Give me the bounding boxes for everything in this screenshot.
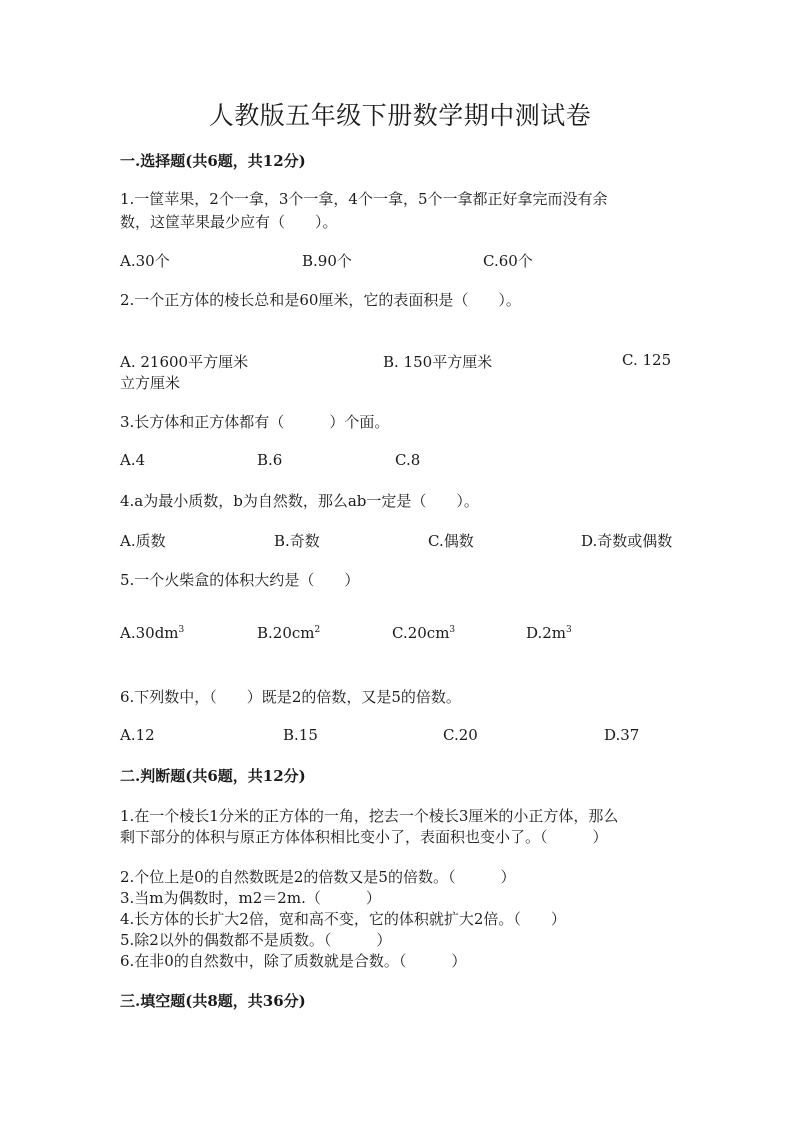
option-a: A.质数 bbox=[120, 532, 166, 550]
option-d: D.37 bbox=[604, 726, 640, 744]
option-c: C.8 bbox=[395, 451, 421, 469]
page-title: 人教版五年级下册数学期中测试卷 bbox=[208, 101, 592, 130]
option-b: B. 150平方厘米 bbox=[383, 353, 493, 371]
question-text: 3.当m为偶数时，m2＝2m.（ ） bbox=[120, 889, 381, 907]
option-text: D.2m bbox=[526, 624, 567, 642]
superscript: 3 bbox=[566, 625, 572, 635]
option-text: A.30dm bbox=[120, 624, 179, 642]
option-a: A.12 bbox=[120, 726, 155, 744]
option-b: B.奇数 bbox=[274, 532, 320, 550]
option-a: A. 21600平方厘米 bbox=[120, 353, 249, 371]
option-c bbox=[392, 624, 455, 642]
question-text: 5.一个火柴盒的体积大约是（ ） bbox=[120, 571, 360, 589]
question-text: 2.个位上是0的自然数既是2的倍数又是5的倍数。（ ） bbox=[120, 868, 516, 886]
option-b: B.6 bbox=[257, 451, 283, 469]
question-text: 6.下列数中，（ ）既是2的倍数，又是5的倍数。 bbox=[120, 688, 461, 706]
option-b: B.15 bbox=[283, 726, 318, 744]
option-d: D.奇数或偶数 bbox=[581, 532, 673, 550]
option-a bbox=[120, 624, 184, 642]
question-text: 4.长方体的长扩大2倍，宽和高不变，它的体积就扩大2倍。（ ） bbox=[120, 910, 566, 928]
option-text: B.20cm bbox=[257, 624, 315, 642]
option-a: A.30个 bbox=[120, 252, 170, 270]
superscript: 3 bbox=[178, 625, 185, 635]
section-heading-choice: 一.选择题(共6题，共12分) bbox=[120, 152, 306, 170]
question-text: 5.除2以外的偶数都不是质数。（ ） bbox=[120, 931, 392, 949]
option-c: C.60个 bbox=[483, 252, 533, 270]
option-a: A.4 bbox=[120, 451, 146, 469]
option-text: C.20cm bbox=[392, 624, 450, 642]
option-b: B.90个 bbox=[302, 252, 352, 270]
option-c: C.20 bbox=[443, 726, 478, 744]
option-c: C.偶数 bbox=[428, 532, 474, 550]
section-heading-fill: 三.填空题(共8题，共36分) bbox=[120, 992, 306, 1010]
superscript: 3 bbox=[449, 625, 456, 635]
superscript: 2 bbox=[314, 625, 321, 635]
question-text: 数，这筐苹果最少应有（ ）。 bbox=[120, 213, 338, 231]
question-text: 2.一个正方体的棱长总和是60厘米，它的表面积是（ ）。 bbox=[120, 291, 521, 309]
option-b bbox=[257, 624, 320, 642]
option-c: C. 125 bbox=[622, 351, 672, 369]
question-text: 4.a为最小质数，b为自然数，那么ab一定是（ ）。 bbox=[120, 492, 479, 510]
question-text: 1.在一个棱长1分米的正方体的一角，挖去一个棱长3厘米的小正方体，那么 bbox=[120, 807, 619, 825]
question-text: 3.长方体和正方体都有（ ）个面。 bbox=[120, 413, 390, 431]
question-text: 1.一筐苹果，2个一拿，3个一拿，4个一拿，5个一拿都正好拿完而没有余 bbox=[120, 190, 608, 208]
question-text: 6.在非0的自然数中，除了质数就是合数。（ ） bbox=[120, 952, 467, 970]
section-heading-judge: 二.判断题(共6题，共12分) bbox=[120, 767, 306, 785]
option-c-wrap: 立方厘米 bbox=[120, 374, 181, 392]
question-text: 剩下部分的体积与原正方体体积相比变小了，表面积也变小了。（ ） bbox=[120, 828, 608, 846]
option-d bbox=[526, 624, 572, 642]
